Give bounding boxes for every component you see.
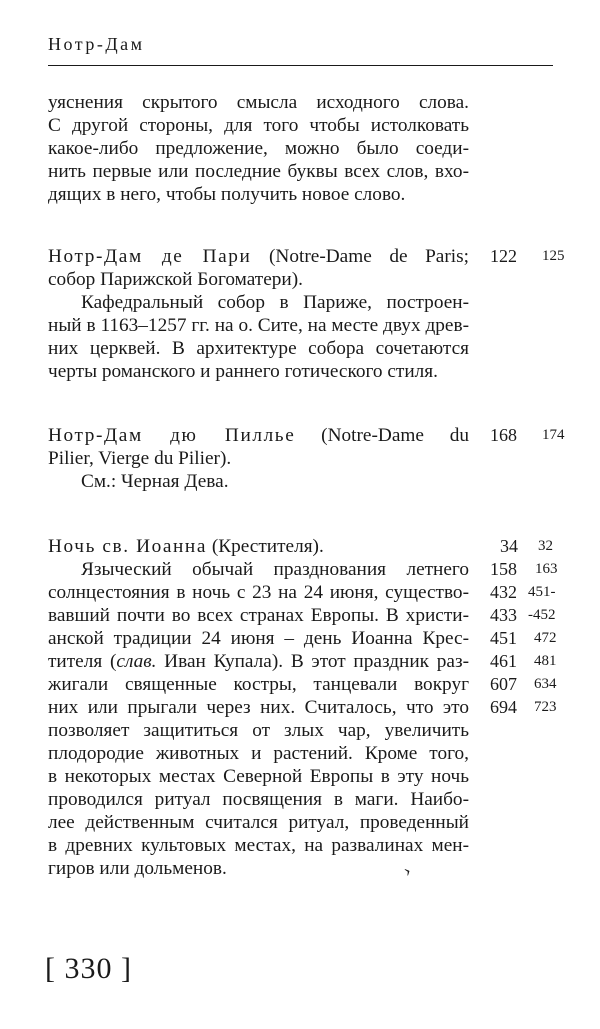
entry-title-line bbox=[48, 424, 469, 447]
page-refs bbox=[490, 245, 565, 268]
ref-row bbox=[490, 581, 562, 604]
ref-primary: 461 bbox=[490, 651, 517, 671]
ref-secondary: 163 bbox=[535, 561, 558, 577]
entry-title-line bbox=[48, 245, 469, 268]
ref-primary: 451 bbox=[490, 628, 517, 648]
entry-title-rest: (Notre-Dame de Paris; bbox=[251, 246, 469, 267]
ref-primary: 34 bbox=[500, 536, 518, 556]
ref-row bbox=[490, 627, 562, 650]
text-line: них церквей. В архитектуре собора сочетаются bbox=[48, 338, 469, 359]
text-line: С другой стороны, для того чтобы истолковать bbox=[48, 115, 469, 136]
entry-title-rest: (Notre-Dame du bbox=[295, 425, 469, 446]
text-line: нить первые или последние буквы всех слов, вхо- bbox=[48, 161, 469, 182]
text-line: анской традиции 24 июня – день Иоанна Крес- bbox=[48, 628, 469, 649]
ref-secondary: 174 bbox=[542, 427, 565, 443]
text-fragment: тителя ( bbox=[48, 651, 117, 672]
text-line: черты романского и раннего готического стиля. bbox=[48, 361, 438, 382]
entry-headword: Нотр-Дам де Пари bbox=[48, 246, 252, 267]
ref-row bbox=[490, 696, 562, 719]
entry-title-line bbox=[48, 535, 469, 558]
text-line: См.: Черная Дева. bbox=[81, 471, 229, 492]
text-line: уяснения скрытого смысла исходного слова. bbox=[48, 92, 469, 113]
running-head: Нотр-Дам bbox=[48, 34, 145, 54]
text-line: вавший почти во всех странах Европы. В христи- bbox=[48, 605, 469, 626]
entry-notre-dame-de-paris bbox=[48, 245, 469, 383]
text-fragment: Иван Купала). В этот праздник раз- bbox=[156, 651, 470, 672]
entry-night-of-st-john bbox=[48, 535, 469, 880]
ref-row bbox=[490, 604, 562, 627]
page-number: [ 330 ] bbox=[45, 952, 132, 985]
entry-title-rest: (Крестителя). bbox=[207, 536, 324, 557]
ref-secondary: 32 bbox=[538, 538, 553, 554]
ref-row bbox=[490, 650, 562, 673]
entry-headword: Нотр-Дам дю Пиллье bbox=[48, 425, 296, 446]
text-line bbox=[48, 650, 469, 673]
text-line: солнцестояния в ночь с 23 на 24 июня, существо- bbox=[48, 582, 469, 603]
ref-row bbox=[490, 535, 562, 558]
ref-secondary: 723 bbox=[534, 699, 557, 715]
text-line: в древних культовых местах, на развалинах мен- bbox=[48, 835, 469, 856]
ref-primary: 122 bbox=[490, 246, 517, 266]
ref-row bbox=[490, 673, 562, 696]
text-line: Языческий обычай празднования летнего bbox=[81, 559, 469, 580]
intro-paragraph bbox=[48, 91, 469, 206]
ref-secondary: 451- bbox=[528, 584, 556, 600]
entry-headword: Ночь св. Иоанна bbox=[48, 536, 207, 557]
text-line: ный в 1163–1257 гг. на о. Сите, на месте двух древ- bbox=[48, 315, 469, 336]
page-refs bbox=[490, 424, 565, 447]
ref-primary: 158 bbox=[490, 559, 517, 579]
text-line: позволяет защититься от злых чар, увеличить bbox=[48, 720, 469, 741]
text-line: проводился ритуал посвящения в маги. Наибо- bbox=[48, 789, 469, 810]
stray-mark: › bbox=[399, 859, 414, 881]
ref-secondary: 481 bbox=[534, 653, 557, 669]
text-line: дящих в него, чтобы получить новое слово. bbox=[48, 184, 406, 205]
text-line: лее действенным считался ритуал, проведенный bbox=[48, 812, 469, 833]
text-line: собор Парижской Богоматери). bbox=[48, 269, 303, 290]
text-line: в некоторых местах Северной Европы в эту ночь bbox=[48, 766, 469, 787]
text-line: гиров или дольменов. bbox=[48, 858, 227, 879]
ref-row bbox=[490, 558, 562, 581]
ref-secondary: -452 bbox=[528, 607, 556, 623]
text-line: какое-либо предложение, можно было соеди- bbox=[48, 138, 469, 159]
text-line: плодородие животных и растений. Кроме того, bbox=[48, 743, 469, 764]
ref-primary: 168 bbox=[490, 425, 517, 445]
ref-row bbox=[490, 245, 565, 268]
text-line: них или прыгали через них. Считалось, что это bbox=[48, 697, 469, 718]
entry-notre-dame-du-pilier bbox=[48, 424, 469, 493]
ref-secondary: 634 bbox=[534, 676, 557, 692]
ref-secondary: 472 bbox=[534, 630, 557, 646]
page-refs bbox=[490, 535, 562, 719]
text-line: Pilier, Vierge du Pilier). bbox=[48, 448, 232, 469]
ref-primary: 433 bbox=[490, 605, 517, 625]
ref-primary: 607 bbox=[490, 674, 517, 694]
ref-secondary: 125 bbox=[542, 248, 565, 264]
abbrev-slav: слав. bbox=[116, 651, 157, 672]
header-rule bbox=[48, 65, 553, 66]
ref-row bbox=[490, 424, 565, 447]
text-line: жигали священные костры, танцевали вокруг bbox=[48, 674, 469, 695]
ref-primary: 694 bbox=[490, 697, 517, 717]
ref-primary: 432 bbox=[490, 582, 517, 602]
text-line: Кафедральный собор в Париже, построен- bbox=[81, 292, 469, 313]
